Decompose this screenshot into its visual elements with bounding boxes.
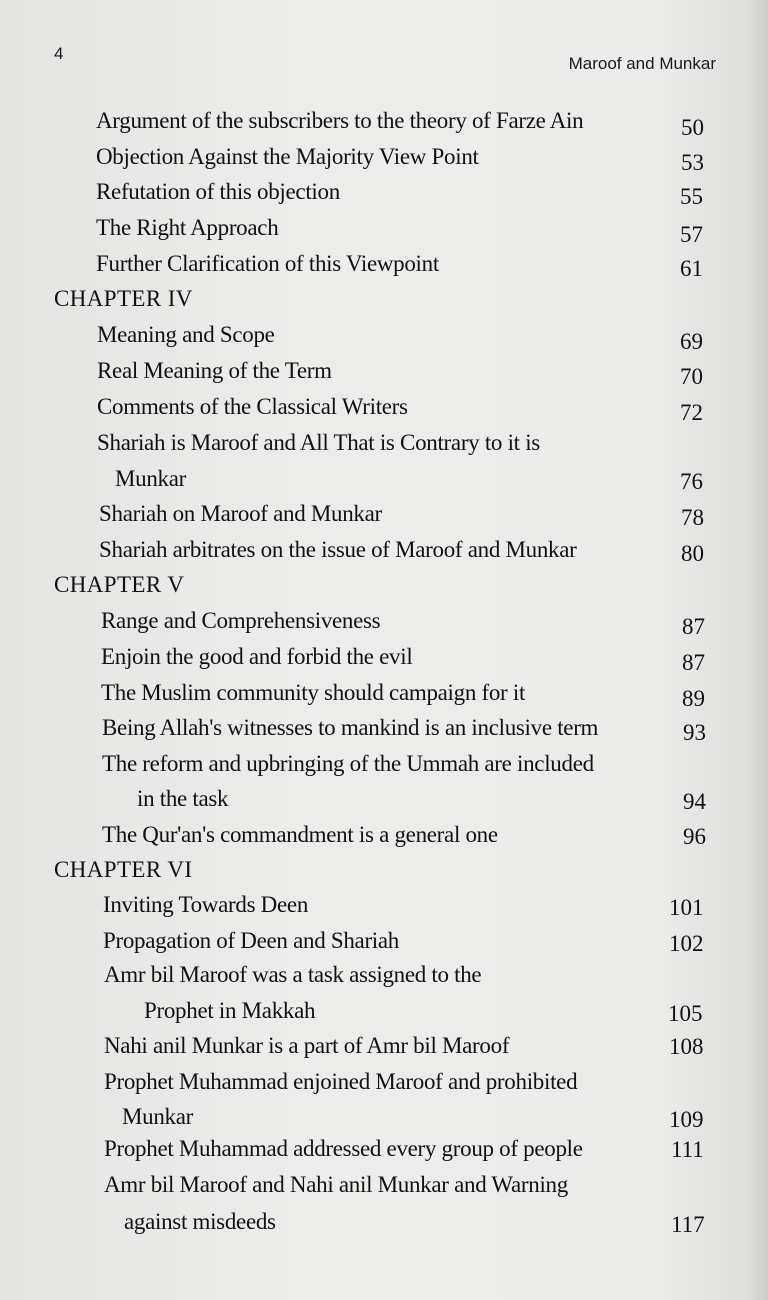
toc-entry-page-number: 111 [671,1137,704,1162]
toc-entry-title: The reform and upbringing of the Ummah are included [102,751,594,776]
toc-entry-page-number: 101 [669,895,704,920]
toc-entry-page-number: 57 [680,222,703,247]
toc-entry-continuation: Munkar [122,1104,194,1129]
toc-entry-page-number: 53 [681,150,704,175]
toc-entry-title: Comments of the Classical Writers [97,394,408,419]
toc-entry-title: Prophet Muhammad addressed every group of people [104,1136,583,1161]
toc-entry-title: The Qur'an's commandment is a general one [102,822,498,847]
toc-entry-title: Meaning and Scope [97,322,275,347]
toc-entry-title: Range and Comprehensiveness [101,608,381,633]
toc-entry-continuation: against misdeeds [124,1209,276,1234]
toc-entry-title: Real Meaning of the Term [97,358,332,383]
toc-entry-page-number: 117 [671,1212,705,1237]
toc-entry-page-number: 87 [682,650,705,675]
toc-entry-page-number: 69 [680,329,703,354]
toc-entry-continuation: Munkar [115,466,187,491]
toc-entry-title: Being Allah's witnesses to mankind is an inclusive term [102,715,599,740]
toc-entry-title: Shariah arbitrates on the issue of Maroof and Munkar [99,537,577,562]
toc-entry-title: Amr bil Maroof was a task assigned to the [104,962,482,987]
toc-entry-continuation: in the task [137,786,229,811]
toc-entry-page-number: 61 [680,256,703,281]
toc-entry-page-number: 72 [680,400,703,425]
toc-entry-page-number: 50 [681,115,704,140]
toc-entry-page-number: 96 [683,824,706,849]
toc-entry-title: Refutation of this objection [96,179,340,204]
toc-entry-page-number: 76 [680,469,703,494]
toc-entry-title: Amr bil Maroof and Nahi anil Munkar and Warning [104,1172,568,1197]
toc-entry-page-number: 109 [669,1107,704,1132]
toc-entry-page-number: 87 [682,614,705,639]
toc-entry-page-number: 93 [683,720,706,745]
toc-entry-title: The Muslim community should campaign for it [101,680,526,705]
chapter-heading-chapter-v: CHAPTER V [54,572,185,597]
toc-entry-title: Shariah is Maroof and All That is Contrary to it is [97,430,540,455]
toc-entry-page-number: 105 [668,1001,703,1026]
page-number: 4 [54,44,64,63]
toc-entry-title: Nahi anil Munkar is a part of Amr bil Maroof [104,1033,510,1058]
toc-entry-title: Shariah on Maroof and Munkar [99,501,382,526]
toc-entry-page-number: 70 [680,364,703,389]
toc-entry-page-number: 108 [669,1034,704,1059]
running-title: Maroof and Munkar [568,54,716,73]
toc-entry-title: Propagation of Deen and Shariah [103,928,400,953]
toc-entry-title: Further Clarification of this Viewpoint [96,251,439,276]
toc-entry-page-number: 78 [681,505,704,530]
toc-entry-page-number: 89 [682,686,705,711]
toc-entry-title: Enjoin the good and forbid the evil [101,644,413,669]
toc-entry-title: Argument of the subscribers to the theory of Farze Ain [96,108,584,133]
toc-entry-page-number: 94 [683,789,706,814]
chapter-heading-chapter-vi: CHAPTER VI [54,857,193,882]
toc-entry-title: Inviting Towards Deen [103,892,309,917]
toc-entry-page-number: 102 [669,931,704,956]
toc-entry-page-number: 80 [681,541,704,566]
toc-entry-page-number: 55 [680,184,703,209]
toc-entry-title: Prophet Muhammad enjoined Maroof and prohibited [104,1069,578,1094]
toc-entry-continuation: Prophet in Makkah [144,998,316,1023]
toc-entry-title: Objection Against the Majority View Point [96,144,479,169]
toc-entry-title: The Right Approach [96,215,279,240]
chapter-heading-chapter-iv: CHAPTER IV [54,286,193,311]
